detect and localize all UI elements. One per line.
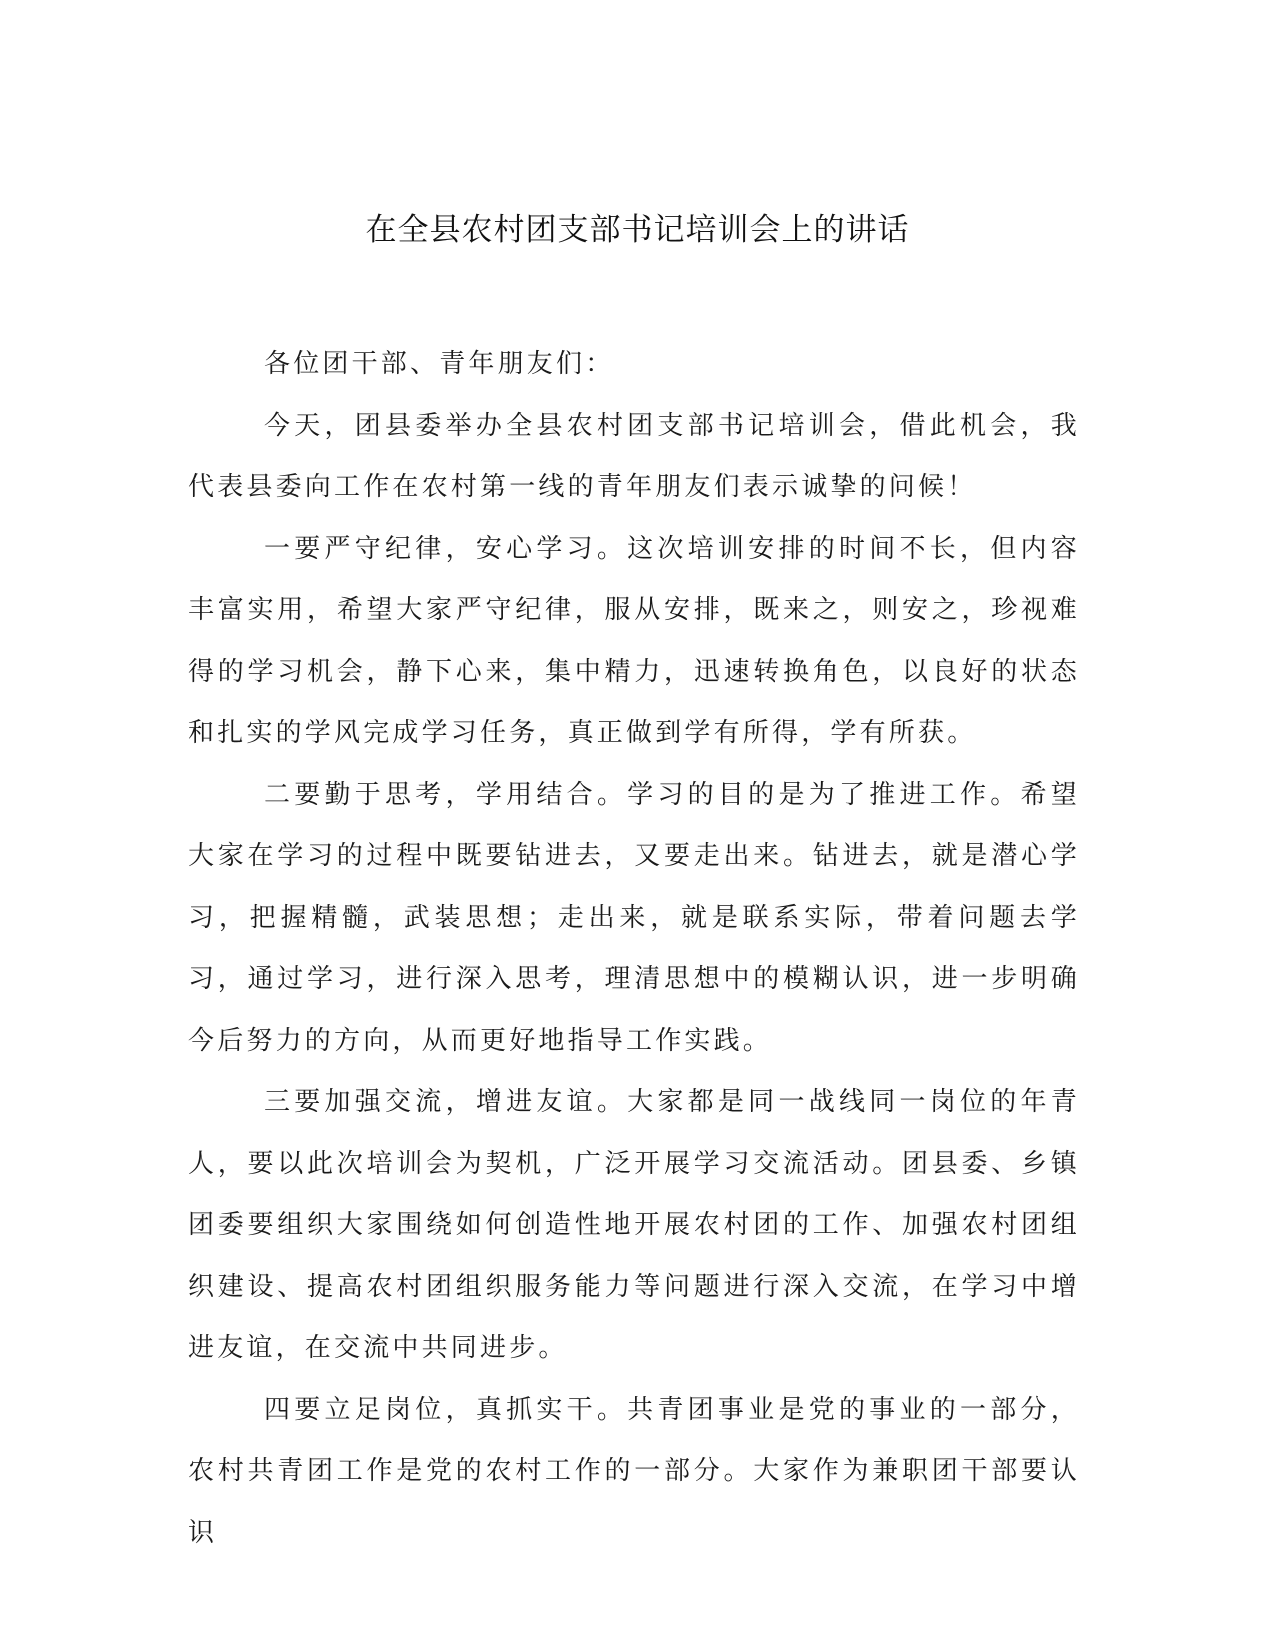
salutation: 各位团干部、青年朋友们： [264, 349, 615, 379]
paragraph-point-three: 三要加强交流，增进友谊。大家都是同一战线同一岗位的年青人，要以此次培训会为契机，广泛开展学习交流活动。团县委、乡镇团委要组织大家围绕如何创造性地开展农村团的工作、加强农村团组织建设、提高农村团组织服务能力等问题进行深入交流，在学习中增进友谊，在交流中共同进步。 [188, 1087, 1080, 1363]
paragraph-point-one: 一要严守纪律，安心学习。这次培训安排的时间不长，但内容丰富实用，希望大家严守纪律，服从安排，既来之，则安之，珍视难得的学习机会，静下心来，集中精力，迅速转换角色，以良好的状态和扎实的学风完成学习任务，真正做到学有所得，学有所获。 [188, 533, 1080, 748]
document-body [188, 334, 1080, 1564]
paragraph-greeting: 今天，团县委举办全县农村团支部书记培训会，借此机会，我代表县委向工作在农村第一线的青年朋友们表示诚挚的问候！ [188, 410, 1080, 502]
document-title: 在全县农村团支部书记培训会上的讲话 [365, 212, 910, 248]
paragraph-point-four: 四要立足岗位，真抓实干。共青团事业是党的事业的一部分，农村共青团工作是党的农村工作的一部分。大家作为兼职团干部要认识 [188, 1394, 1080, 1548]
paragraph-point-two: 二要勤于思考，学用结合。学习的目的是为了推进工作。希望大家在学习的过程中既要钻进去，又要走出来。钻进去，就是潜心学习，把握精髓，武装思想；走出来，就是联系实际，带着问题去学习，通过学习，进行深入思考，理清思想中的模糊认识，进一步明确今后努力的方向，从而更好地指导工作实践。 [188, 779, 1080, 1056]
